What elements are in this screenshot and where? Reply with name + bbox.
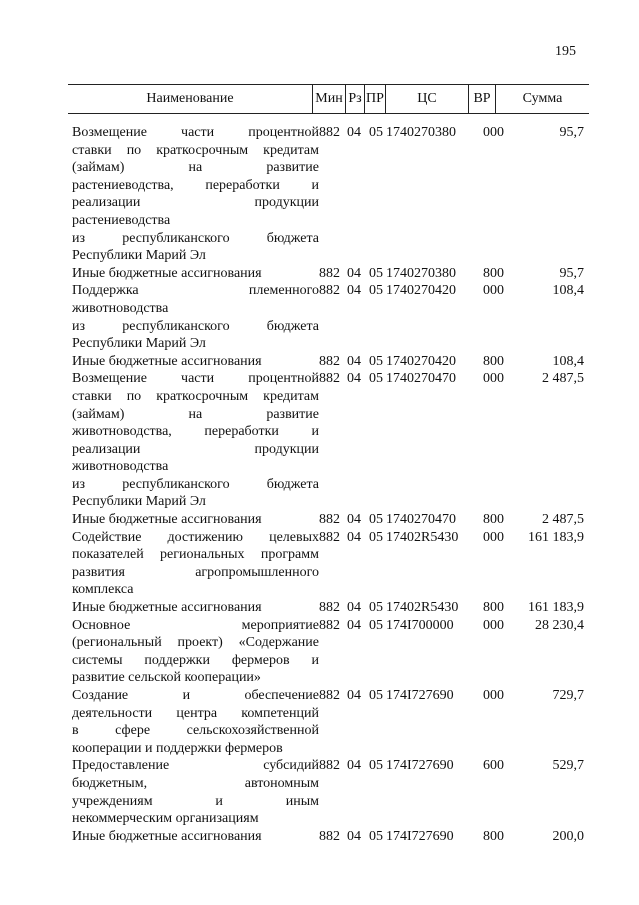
row-codes	[319, 265, 513, 283]
rz-code: 04	[347, 758, 361, 774]
row-name-line: растениеводства, переработки и	[72, 177, 319, 193]
row-name-line: из республиканского бюджета	[72, 318, 319, 334]
row-name-line: Поддержка племенного	[72, 283, 319, 299]
row-name-line: растениеводства	[72, 212, 171, 228]
row-sum: 161 183,9	[528, 529, 584, 545]
min-code: 882	[319, 828, 340, 844]
rz-code: 04	[347, 371, 361, 387]
pr-code: 05	[369, 265, 383, 281]
row-name-line: животноводства	[72, 300, 169, 316]
row-name-line: кооперации и поддержки фермеров	[72, 740, 283, 756]
table-row	[68, 687, 598, 757]
row-name-line: ставки по краткосрочным кредитам	[72, 388, 319, 404]
pr-code: 05	[369, 125, 383, 140]
row-name-line: развитие сельской кооперации»	[72, 670, 261, 686]
row-name-line: Возмещение части процентной	[72, 125, 319, 140]
row-sum: 161 183,9	[528, 600, 584, 616]
cs-code: 174I727690	[386, 828, 454, 844]
header-rz: Рз	[348, 91, 362, 106]
row-codes	[319, 370, 513, 388]
vr-code: 000	[483, 529, 504, 545]
row-name	[72, 599, 319, 617]
table-row	[68, 370, 598, 511]
row-name	[72, 353, 319, 371]
rz-code: 04	[347, 125, 361, 140]
row-sum: 729,7	[552, 688, 584, 703]
row-name-line: Республики Марий Эл	[72, 248, 206, 264]
table-row	[68, 511, 598, 529]
row-codes	[319, 687, 513, 705]
row-sum: 108,4	[552, 283, 584, 299]
pr-code: 05	[369, 828, 383, 844]
row-name-line: животноводства	[72, 459, 169, 475]
row-name	[72, 124, 319, 265]
row-codes	[319, 529, 513, 547]
vr-code: 800	[483, 600, 504, 616]
min-code: 882	[319, 758, 340, 774]
table-row	[68, 124, 598, 265]
min-code: 882	[319, 512, 340, 528]
table-row	[68, 599, 598, 617]
vr-code: 800	[483, 353, 504, 369]
table-row	[68, 353, 598, 371]
row-name-line: животноводства, переработки и	[72, 424, 319, 440]
row-name	[72, 529, 319, 599]
row-name	[72, 511, 319, 529]
row-name	[72, 828, 319, 846]
row-name-line: (займам) на развитие	[72, 406, 319, 422]
row-name-line: Иные бюджетные ассигнования	[72, 265, 262, 281]
row-name-line: Республики Марий Эл	[72, 336, 206, 352]
row-codes	[319, 828, 513, 846]
min-code: 882	[319, 371, 340, 387]
table-body	[68, 124, 598, 845]
row-sum: 28 230,4	[535, 617, 584, 633]
min-code: 882	[319, 600, 340, 616]
table-header	[68, 84, 589, 114]
row-name-line: системы поддержки фермеров и	[72, 652, 319, 668]
row-sum: 529,7	[552, 758, 584, 774]
table-row	[68, 617, 598, 687]
vr-code: 000	[483, 283, 504, 299]
cs-code: 1740270420	[386, 353, 456, 369]
row-sum: 95,7	[559, 265, 584, 281]
row-name-line: Иные бюджетные ассигнования	[72, 512, 262, 528]
table-row	[68, 265, 598, 283]
cs-code: 17402R5430	[386, 529, 459, 545]
rz-code: 04	[347, 828, 361, 844]
cs-code: 1740270470	[386, 371, 456, 387]
row-sum: 95,7	[559, 125, 584, 140]
vr-code: 800	[483, 828, 504, 844]
row-name-line: бюджетным, автономным	[72, 775, 319, 791]
vr-code: 800	[483, 512, 504, 528]
table-row	[68, 282, 598, 352]
row-name	[72, 370, 319, 511]
table-row	[68, 828, 598, 846]
vr-code: 000	[483, 617, 504, 633]
row-name-line: деятельности центра компетенций	[72, 705, 319, 721]
pr-code: 05	[369, 353, 383, 369]
row-sum: 2 487,5	[542, 371, 584, 387]
row-name-line: из республиканского бюджета	[72, 476, 319, 492]
row-name	[72, 282, 319, 352]
row-name-line: Республики Марий Эл	[72, 494, 206, 510]
row-name-line: Основное мероприятие	[72, 617, 319, 633]
row-name-line: (займам) на развитие	[72, 160, 319, 176]
row-name-line: Предоставление субсидий	[72, 758, 319, 774]
vr-code: 000	[483, 688, 504, 703]
header-sum: Сумма	[522, 91, 563, 106]
cs-code: 1740270380	[386, 265, 456, 281]
row-name-line: показателей региональных программ	[72, 547, 319, 563]
vr-code: 600	[483, 758, 504, 774]
min-code: 882	[319, 283, 340, 299]
pr-code: 05	[369, 758, 383, 774]
row-name-line: ставки по краткосрочным кредитам	[72, 142, 319, 158]
row-name-line: некоммерческим организациям	[72, 811, 259, 827]
row-name-line: Иные бюджетные ассигнования	[72, 828, 262, 844]
row-name-line: учреждениям и иным	[72, 793, 319, 809]
row-name	[72, 687, 319, 757]
row-sum: 108,4	[552, 353, 584, 369]
cs-code: 174I700000	[386, 617, 454, 633]
row-sum: 2 487,5	[542, 512, 584, 528]
rz-code: 04	[347, 265, 361, 281]
header-pr: ПР	[366, 91, 384, 106]
cs-code: 174I727690	[386, 688, 454, 703]
header-min: Мин	[315, 91, 343, 106]
header-cs: ЦС	[417, 91, 437, 106]
vr-code: 000	[483, 371, 504, 387]
row-codes	[319, 124, 513, 142]
row-codes	[319, 599, 513, 617]
cs-code: 1740270380	[386, 125, 456, 140]
row-name-line: Создание и обеспечение	[72, 688, 319, 703]
rz-code: 04	[347, 353, 361, 369]
row-name-line: Иные бюджетные ассигнования	[72, 353, 262, 369]
min-code: 882	[319, 353, 340, 369]
vr-code: 800	[483, 265, 504, 281]
row-name	[72, 757, 319, 827]
pr-code: 05	[369, 617, 383, 633]
min-code: 882	[319, 617, 340, 633]
pr-code: 05	[369, 688, 383, 703]
row-sum: 200,0	[552, 828, 584, 844]
rz-code: 04	[347, 617, 361, 633]
pr-code: 05	[369, 512, 383, 528]
min-code: 882	[319, 265, 340, 281]
vr-code: 000	[483, 125, 504, 140]
page-number: 195	[555, 44, 576, 59]
min-code: 882	[319, 529, 340, 545]
pr-code: 05	[369, 529, 383, 545]
table-row	[68, 529, 598, 599]
row-name-line: Иные бюджетные ассигнования	[72, 600, 262, 616]
row-name-line: Содействие достижению целевых	[72, 529, 319, 545]
row-name-line: реализации продукции	[72, 441, 319, 457]
rz-code: 04	[347, 688, 361, 703]
pr-code: 05	[369, 283, 383, 299]
pr-code: 05	[369, 600, 383, 616]
cs-code: 1740270470	[386, 512, 456, 528]
row-name-line: комплекса	[72, 582, 134, 598]
row-name-line: из республиканского бюджета	[72, 230, 319, 246]
row-codes	[319, 282, 513, 300]
row-name-line: в сфере сельскохозяйственной	[72, 723, 319, 739]
cs-code: 174I727690	[386, 758, 454, 774]
row-codes	[319, 757, 513, 775]
cs-code: 17402R5430	[386, 600, 459, 616]
row-codes	[319, 511, 513, 529]
row-name-line: реализации продукции	[72, 195, 319, 211]
header-vr: ВР	[473, 91, 491, 106]
cs-code: 1740270420	[386, 283, 456, 299]
row-codes	[319, 617, 513, 635]
rz-code: 04	[347, 512, 361, 528]
row-name-line: развития агропромышленного	[72, 564, 319, 580]
table-row	[68, 757, 598, 827]
row-name-line: (региональный проект) «Содержание	[72, 635, 319, 651]
rz-code: 04	[347, 600, 361, 616]
row-name	[72, 265, 319, 283]
rz-code: 04	[347, 529, 361, 545]
min-code: 882	[319, 125, 340, 140]
row-name	[72, 617, 319, 687]
header-name: Наименование	[146, 91, 234, 106]
min-code: 882	[319, 688, 340, 703]
row-codes	[319, 353, 513, 371]
pr-code: 05	[369, 371, 383, 387]
rz-code: 04	[347, 283, 361, 299]
row-name-line: Возмещение части процентной	[72, 371, 319, 387]
